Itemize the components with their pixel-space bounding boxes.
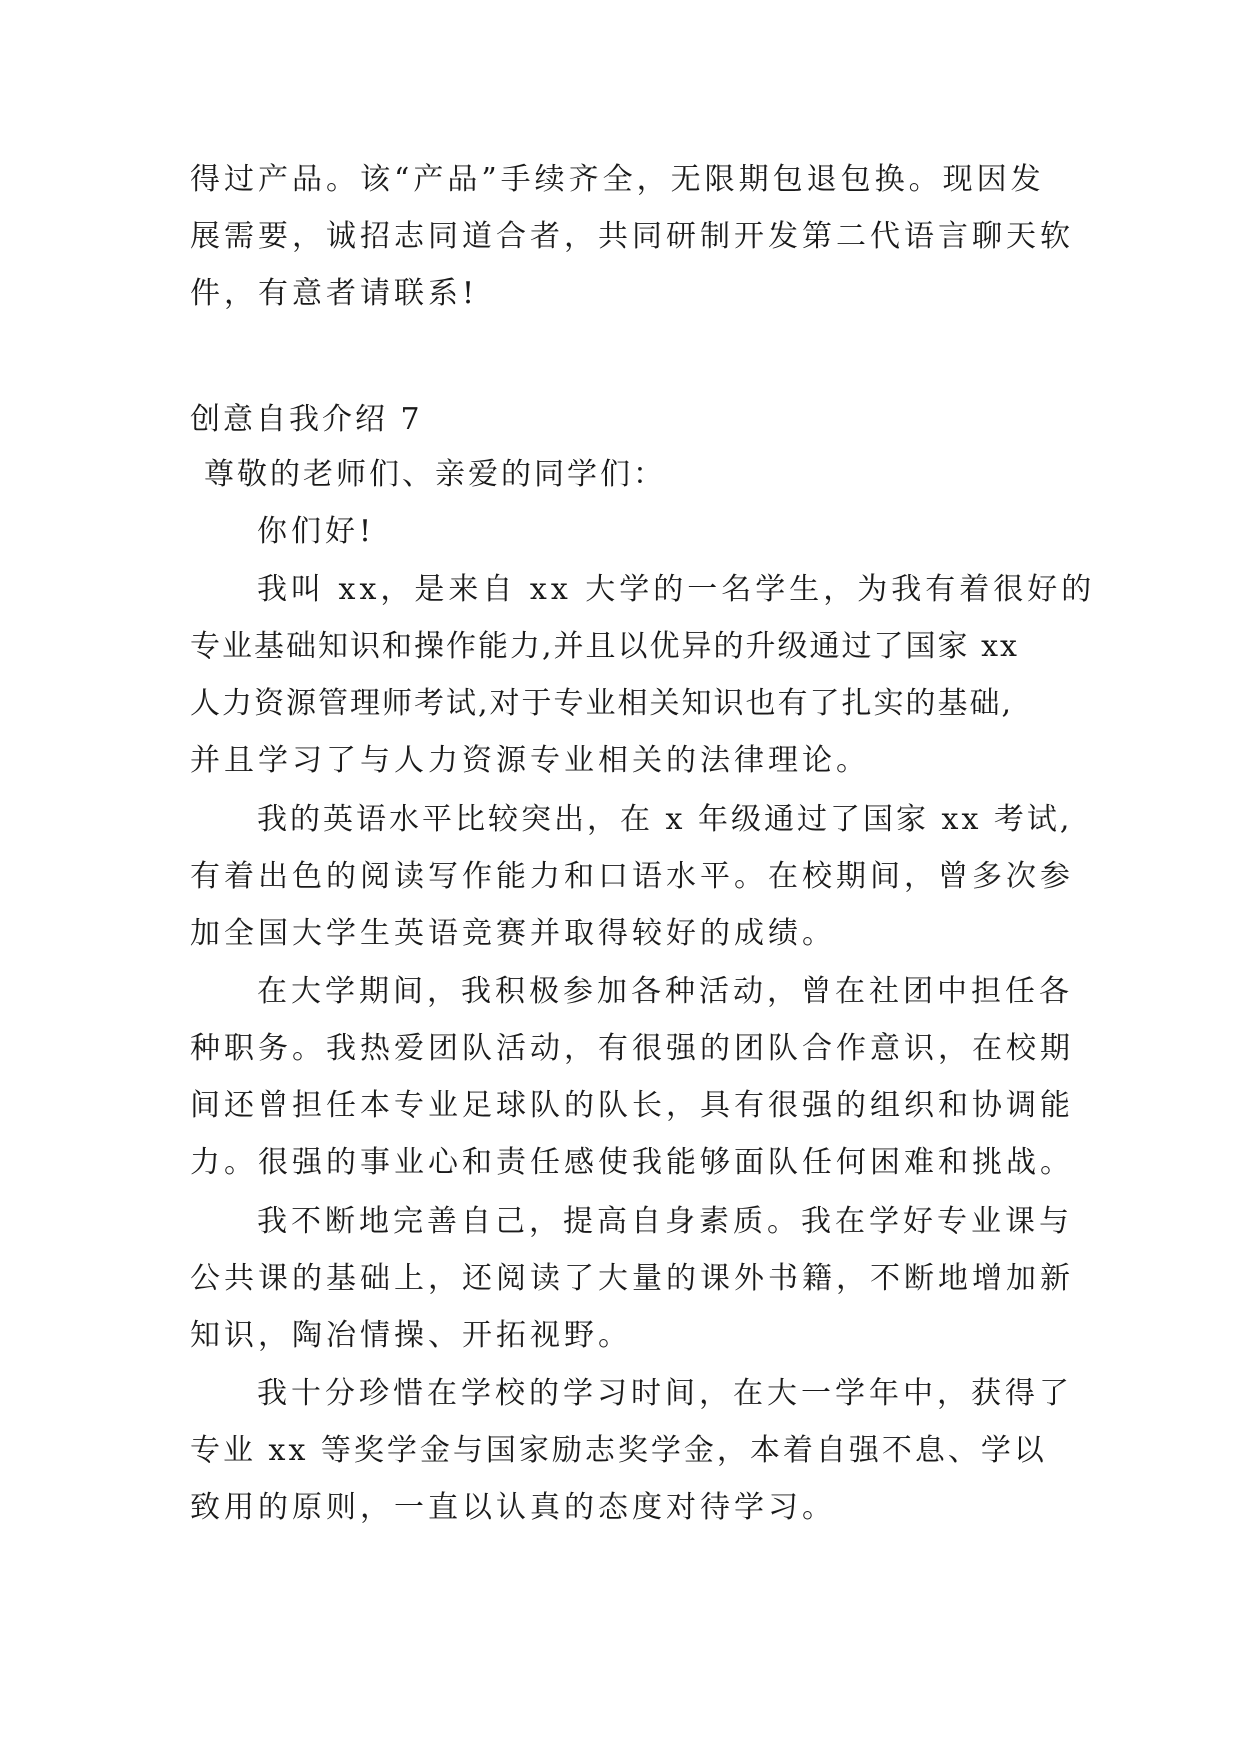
paragraph-line: 在大学期间，我积极参加各种活动，曾在社团中担任各	[257, 974, 1073, 1009]
paragraph-line: 加全国大学生英语竞赛并取得较好的成绩。	[190, 916, 836, 951]
text-line: 得过产品。该“产品”手续齐全，无限期包退包换。现因发	[190, 162, 1045, 197]
paragraph-line: 专业基础知识和操作能力,并且以优异的升级通过了国家 xx	[190, 629, 1019, 664]
paragraph-line: 我叫 xx，是来自 xx 大学的一名学生，为我有着很好的	[257, 572, 1096, 607]
paragraph-line: 我十分珍惜在学校的学习时间，在大一学年中，获得了	[257, 1376, 1073, 1411]
paragraph-line: 种职务。我热爱团队活动，有很强的团队合作意识，在校期	[190, 1031, 1074, 1066]
paragraph-line: 专业 xx 等奖学金与国家励志奖学金，本着自强不息、学以	[190, 1433, 1047, 1468]
greeting: 你们好!	[257, 514, 376, 549]
paragraph-line: 并且学习了与人力资源专业相关的法律理论。	[190, 743, 870, 778]
paragraph-line: 我不断地完善自己，提高自身素质。我在学好专业课与	[257, 1204, 1073, 1239]
paragraph-line: 公共课的基础上，还阅读了大量的课外书籍，不断地增加新	[190, 1261, 1074, 1296]
paragraph-line: 我的英语水平比较突出，在 x 年级通过了国家 xx 考试,	[257, 802, 1073, 837]
paragraph-line: 人力资源管理师考试,对于专业相关知识也有了扎实的基础,	[190, 686, 1014, 721]
section-title: 创意自我介绍 7	[190, 402, 423, 437]
paragraph-line: 力。很强的事业心和责任感使我能够面队任何困难和挑战。	[190, 1145, 1074, 1180]
paragraph-line: 间还曾担任本专业足球队的队长，具有很强的组织和协调能	[190, 1088, 1074, 1123]
paragraph-line: 有着出色的阅读写作能力和口语水平。在校期间，曾多次参	[190, 859, 1074, 894]
salutation: 尊敬的老师们、亲爱的同学们：	[204, 457, 666, 492]
paragraph-line: 知识，陶冶情操、开拓视野。	[190, 1318, 632, 1353]
text-line: 展需要，诚招志同道合者，共同研制开发第二代语言聊天软	[190, 219, 1074, 254]
text-line: 件，有意者请联系!	[190, 276, 479, 311]
paragraph-line: 致用的原则，一直以认真的态度对待学习。	[190, 1490, 836, 1525]
